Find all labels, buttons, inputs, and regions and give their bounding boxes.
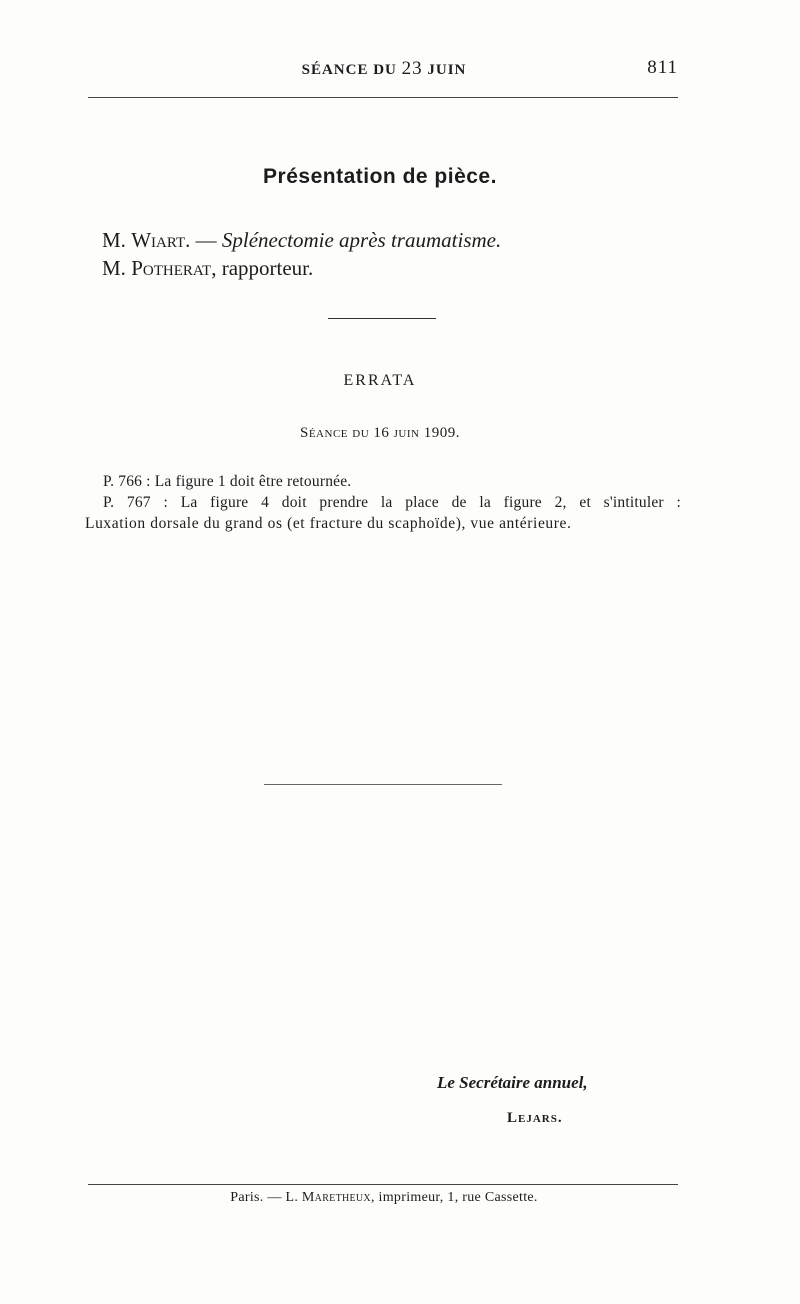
section-title: Présentation de pièce. xyxy=(263,165,497,188)
errata-item: P. 766 : La figure 1 doit être retournée. xyxy=(103,473,352,490)
entry-role: rapporteur. xyxy=(221,256,314,280)
signature-title: Le Secrétaire annuel, xyxy=(437,1073,588,1092)
errata-item: P. 767 : La figure 4 doit prendre la place de la figure 2, et s'intituler : xyxy=(103,494,681,511)
page-number: 811 xyxy=(647,57,678,78)
errata-subheading: Séance du 16 juin 1909. xyxy=(300,425,460,441)
entry-title: Splénectomie après traumatisme. xyxy=(221,228,502,252)
footer-rule xyxy=(88,1184,678,1185)
end-rule xyxy=(264,784,502,785)
signature-name: Lejars. xyxy=(507,1110,563,1126)
presentation-entry-potherat: M. Potherat, rapporteur. xyxy=(102,256,314,280)
running-head-title: SÉANCE DU 23 JUIN xyxy=(301,58,467,79)
errata-item-continued: Luxation dorsale du grand os (et fracture du scaphoïde), vue antérieure. xyxy=(85,515,572,532)
section-divider xyxy=(328,318,436,319)
errata-heading: ERRATA xyxy=(343,372,417,389)
presentation-entry-wiart: M. Wiart. — Splénectomie après traumatisme. xyxy=(102,228,502,252)
author-name: Potherat xyxy=(131,256,212,280)
header-rule xyxy=(88,97,678,98)
printer-imprint: Paris. — L. Maretheux, imprimeur, 1, rue Cassette. xyxy=(230,1190,538,1205)
author-name: Wiart xyxy=(131,228,186,252)
